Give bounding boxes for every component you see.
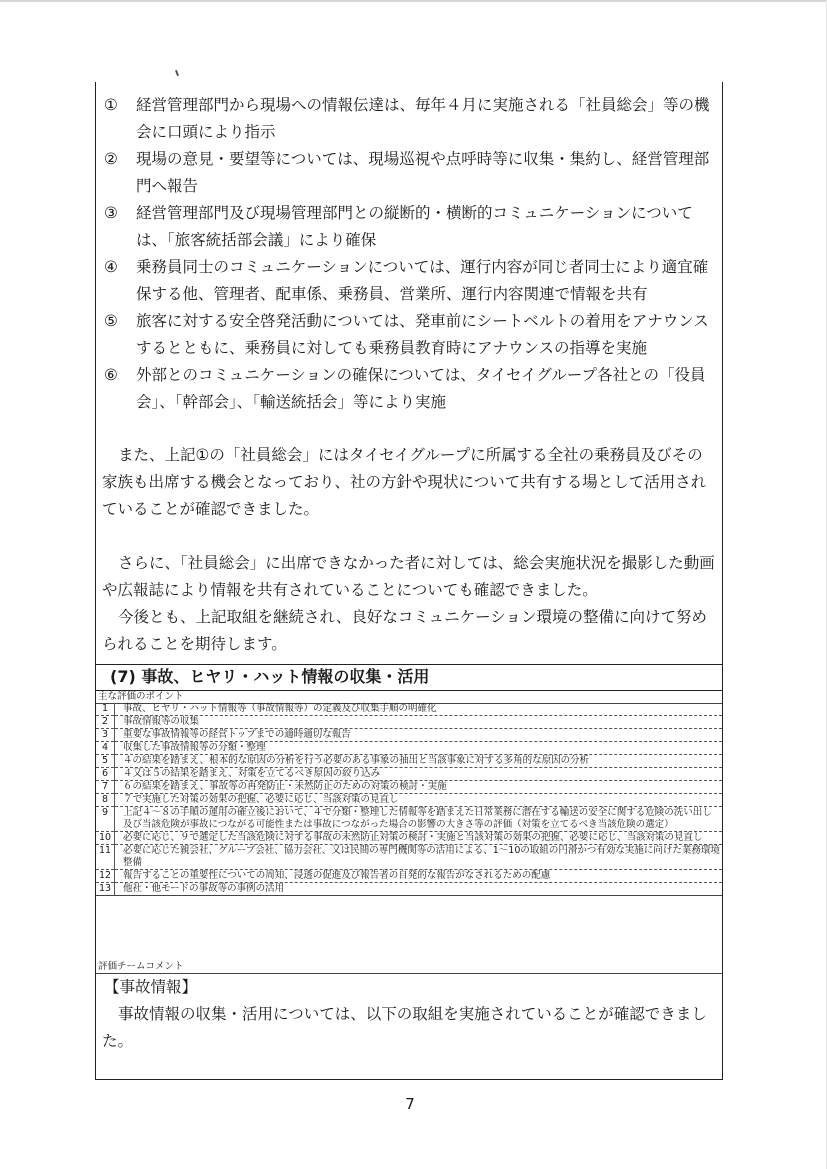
point-number: 5 [96, 755, 115, 768]
list-item-4 [104, 254, 716, 308]
item-text: 外部とのコミュニケーションの確保については、タイセイグループ各社との「役員会」、「幹部会」、「輸送統括会」等により実施 [136, 366, 706, 411]
point-number: 4 [96, 742, 115, 755]
point-text: 報告することの重要性についての周知、浸透の促進及び報告者の自発的な報告がなされるための配慮 [115, 870, 723, 883]
point-text: ４又は５の結果を踏まえ、対策を立てるべき原因の絞り込み [115, 768, 723, 781]
table-row [96, 729, 722, 742]
evaluation-points-table [96, 703, 722, 896]
table-row [96, 703, 722, 716]
section-title-text: (7) 事故、ヒヤリ・ハット情報の収集・活用 [110, 667, 430, 686]
table-row [96, 781, 722, 794]
item-number: ③ [104, 204, 118, 222]
body-paragraph-3: 今後とも、上記取組を継続され、良好なコミュニケーション環境の整備に向けて努められることを期待します。 [102, 608, 708, 653]
list-item-1 [104, 92, 716, 146]
item-number: ⑥ [104, 366, 118, 384]
point-number: 8 [96, 794, 115, 807]
table-row [96, 794, 722, 807]
point-number: 12 [96, 870, 115, 883]
item-number: ② [104, 150, 118, 168]
table-row [96, 755, 722, 768]
item-text: 経営管理部門から現場への情報伝達は、毎年４月に実施される「社員総会」等の機会に口頭により指示 [136, 96, 710, 141]
item-text: 現場の意見・要望等については、現場巡視や点呼時等に収集・集約し、経営管理部門へ報告 [136, 150, 710, 195]
point-text: 事故、ヒヤリ・ハット情報等（事故情報等）の定義及び収集手順の明確化 [115, 703, 723, 716]
body-paragraph-2: さらに、「社員総会」に出席できなかった者に対しては、総会実施状況を撮影した動画や広報誌により情報を共有されていることについても確認できました。 [102, 554, 715, 599]
section-title [96, 664, 722, 691]
table-row [96, 742, 722, 755]
list-item-3 [104, 200, 716, 254]
accident-info-text: 事故情報の収集・活用については、以下の取組を実施されていることが確認できました。 [102, 1005, 707, 1050]
list-item-6 [104, 362, 716, 416]
table-row [96, 883, 722, 896]
point-text: ６の結果を踏まえ、事故等の再発防止・未然防止のための対策の検討・実施 [115, 781, 723, 794]
scan-mark [175, 70, 179, 76]
point-text: 他社・他モードの事故等の事例の活用 [115, 883, 723, 896]
point-text: 必要に応じた親会社、グループ会社、協力会社、又は民間の専門機関等の活用による、1〜10の取組の円滑かつ有効な実施に向けた業務環境整備 [115, 845, 723, 870]
table-row [96, 845, 722, 870]
point-number: 11 [96, 845, 115, 870]
point-text: 必要に応じ、９で選定した当該危険に対する事故の未然防止対策の検討・実施と当該対策の効果の把握、必要に応じ、当該対策の見直し [115, 832, 723, 845]
item-text: 乗務員同士のコミュニケーションについては、運行内容が同じ者同士により適宜確保する他、管理者、配車係、乗務員、営業所、運行内容関連で情報を共有 [136, 258, 709, 303]
table-row [96, 807, 722, 832]
item-number: ⑤ [104, 312, 118, 330]
table-row [96, 832, 722, 845]
point-number: 7 [96, 781, 115, 794]
accident-info-heading: 【事故情報】 [104, 978, 198, 996]
point-text: ４の結果を踏まえ、根本的な原因の分析を行う必要のある事象の抽出と当該事象に対する多角的な原因の分析 [115, 755, 723, 768]
item-text: 経営管理部門及び現場管理部門との縦断的・横断的コミュニケーションについては、「旅客統括部会議」により確保 [136, 204, 693, 249]
list-item-2 [104, 146, 716, 200]
point-number: 13 [96, 883, 115, 896]
point-text: 上記４〜８の手順の運用の確立後において、４で分類・整理した情報等を踏まえた日常業務に潜在する輸送の安全に関する危険の洗い出し及び当該危険が事故につながる可能性または事故につながった場合の影響の大きさ等の評価（対策を立てるべき当該危険の選定） [115, 807, 723, 832]
point-text: 重要な事故情報等の経営トップまでの適時適切な報告 [115, 729, 723, 742]
point-number: 9 [96, 807, 115, 832]
point-text: 収集した事故情報等の分類・整理 [115, 742, 723, 755]
table-row [96, 716, 722, 729]
comment-header-text: 評価チームコメント [98, 961, 184, 972]
points-header-text: 主な評価のポイント [98, 691, 184, 702]
body-paragraph-1: また、上記①の「社員総会」にはタイセイグループに所属する全社の乗務員及びその家族も出席する機会となっており、社の方針や現状について共有する場として活用されていることが確認できました。 [102, 446, 707, 518]
table-row [96, 870, 722, 883]
point-text: ７で実施した対策の効果の把握、必要に応じ、当該対策の見直し [115, 794, 723, 807]
point-text: 事故情報等の収集 [115, 716, 723, 729]
item-number: ① [104, 96, 118, 114]
item-text: 旅客に対する安全啓発活動については、発車前にシートベルトの着用をアナウンスするとともに、乗務員に対しても乗務員教育時にアナウンスの指導を実施 [136, 312, 709, 357]
point-number: 3 [96, 729, 115, 742]
point-number: 2 [96, 716, 115, 729]
table-row [96, 768, 722, 781]
evaluation-comment-box-upper [95, 82, 723, 665]
section-7-box [95, 664, 723, 1080]
item-number: ④ [104, 258, 118, 276]
page-top-edge [0, 0, 827, 2]
list-item-5 [104, 308, 716, 362]
page-number: 7 [405, 1095, 415, 1113]
point-number: 6 [96, 768, 115, 781]
point-number: 10 [96, 832, 115, 845]
comment-header [96, 961, 722, 974]
point-number: 1 [96, 703, 115, 716]
